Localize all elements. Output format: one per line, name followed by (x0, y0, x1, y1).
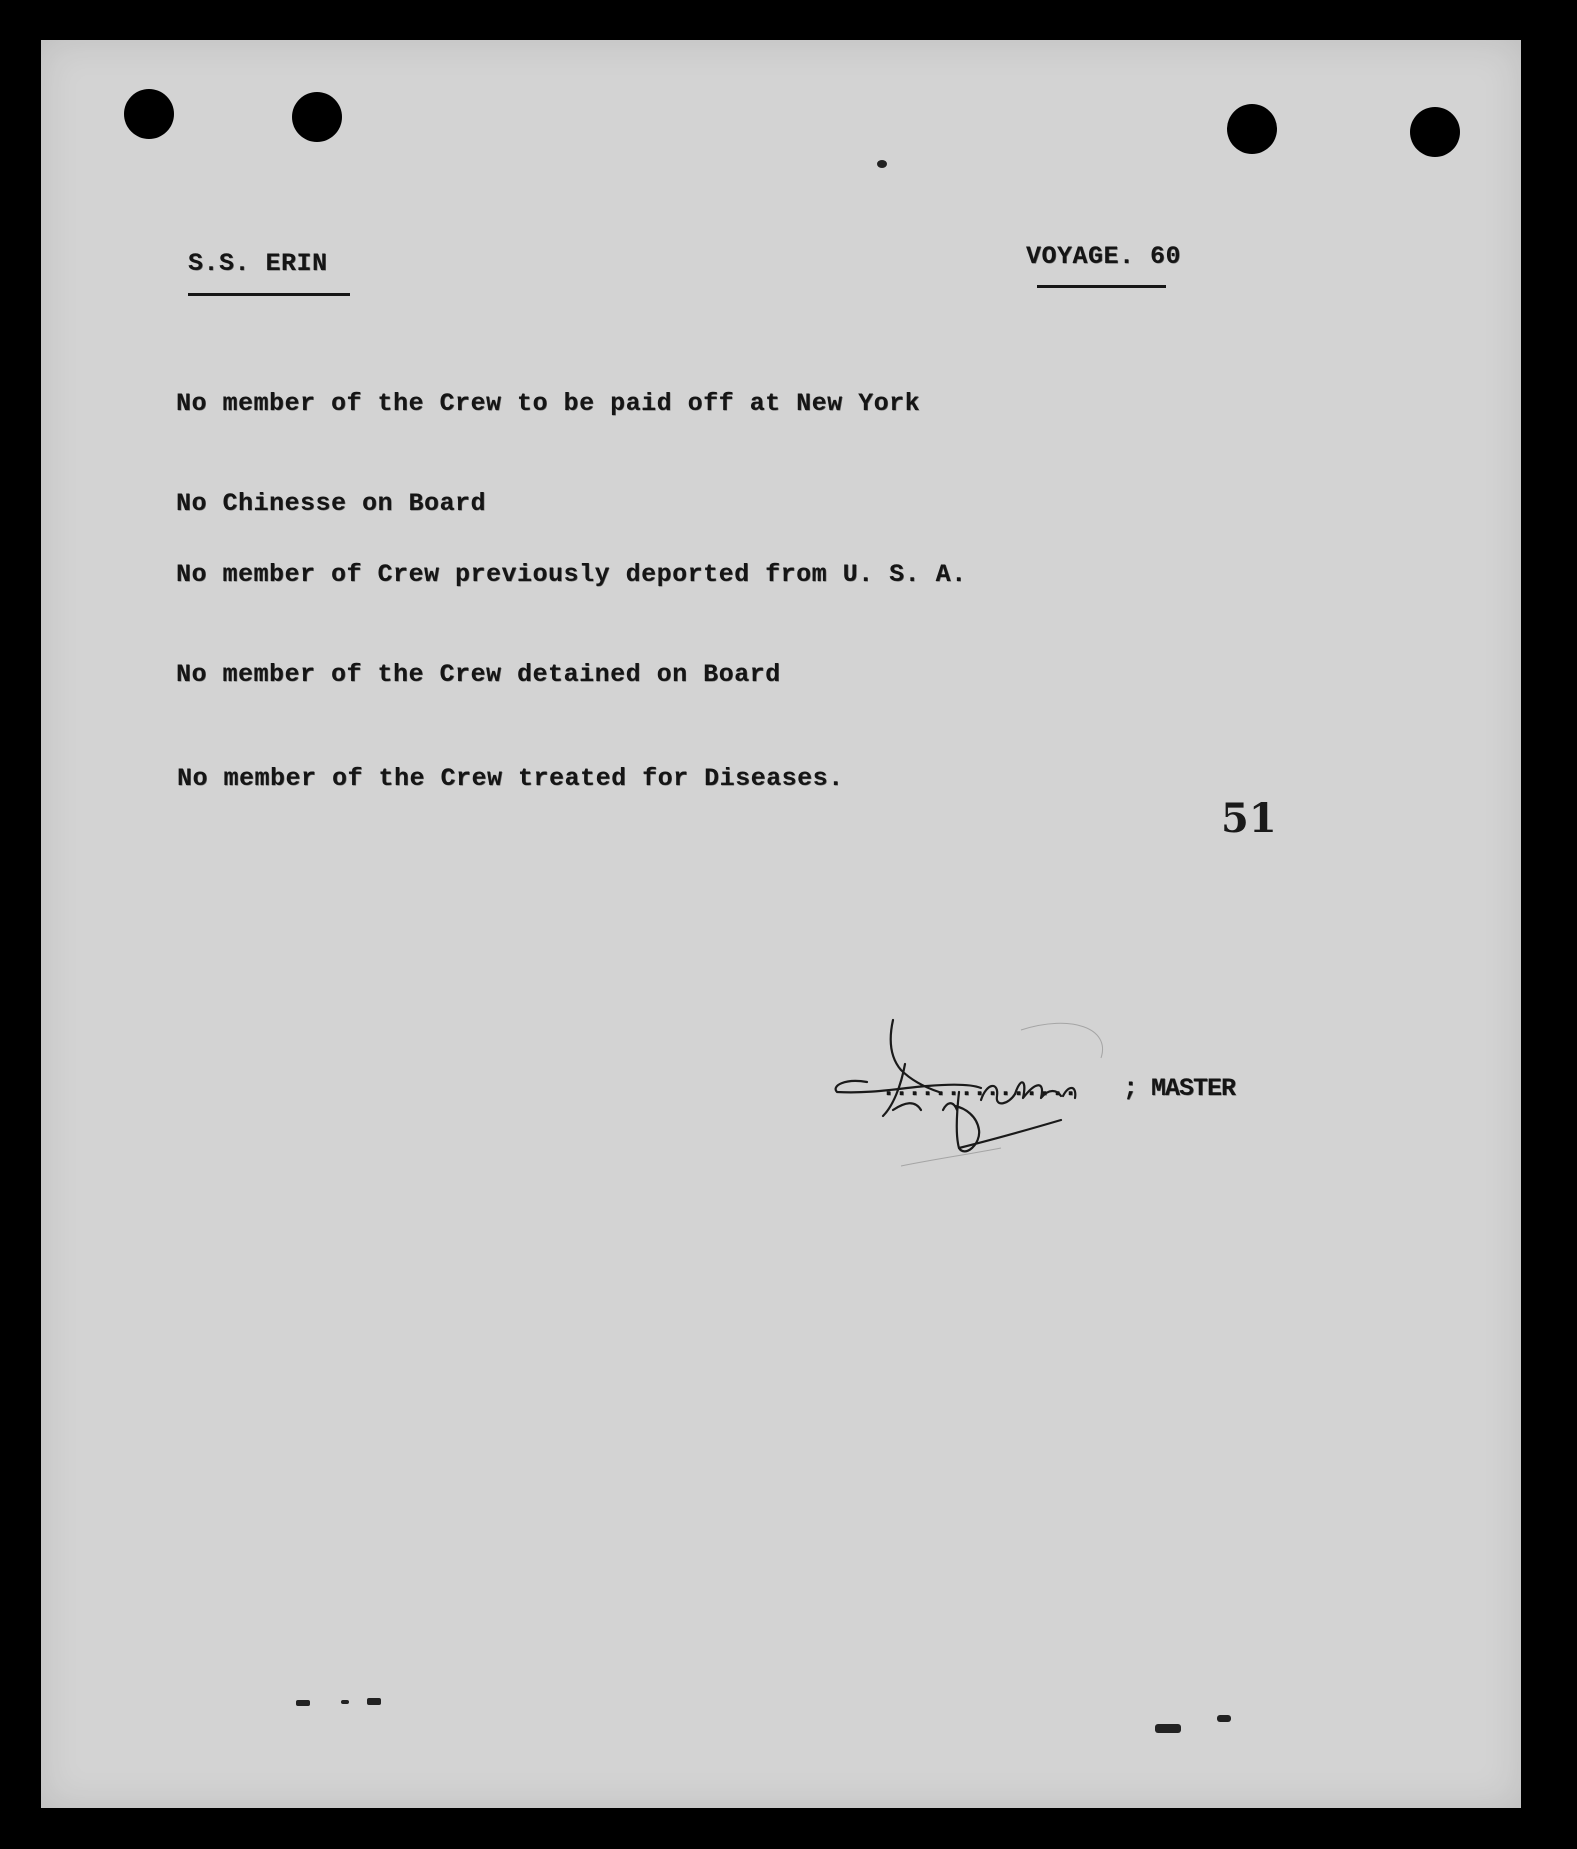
punch-hole-3 (1227, 104, 1277, 154)
statement-paid-off: No member of the Crew to be paid off at New York (176, 389, 921, 418)
voyage-underline (1037, 285, 1166, 288)
scan-mark (877, 160, 887, 168)
scan-mark (296, 1700, 310, 1706)
scan-mark (367, 1698, 381, 1705)
statement-detained: No member of the Crew detained on Board (176, 660, 781, 689)
page-number: 51 (1221, 795, 1277, 842)
signature-dots: ............... (881, 1074, 1077, 1103)
statement-chinese: No Chinesse on Board (176, 489, 487, 518)
scan-mark (1155, 1724, 1181, 1733)
scan-mark (341, 1700, 349, 1704)
master-signature (831, 970, 1191, 1180)
ship-name: S.S. ERIN (188, 249, 328, 278)
statement-diseases: No member of the Crew treated for Diseases. (177, 764, 844, 793)
statement-deported: No member of Crew previously deported from U. S. A. (176, 560, 967, 589)
document-sheet (41, 40, 1521, 1808)
scan-mark (1217, 1715, 1231, 1722)
ship-name-underline (188, 293, 350, 296)
master-label: ; MASTER (1123, 1074, 1236, 1103)
punch-hole-2 (292, 92, 342, 142)
punch-hole-1 (124, 89, 174, 139)
voyage-number: VOYAGE. 60 (1026, 242, 1182, 271)
punch-hole-4 (1410, 107, 1460, 157)
